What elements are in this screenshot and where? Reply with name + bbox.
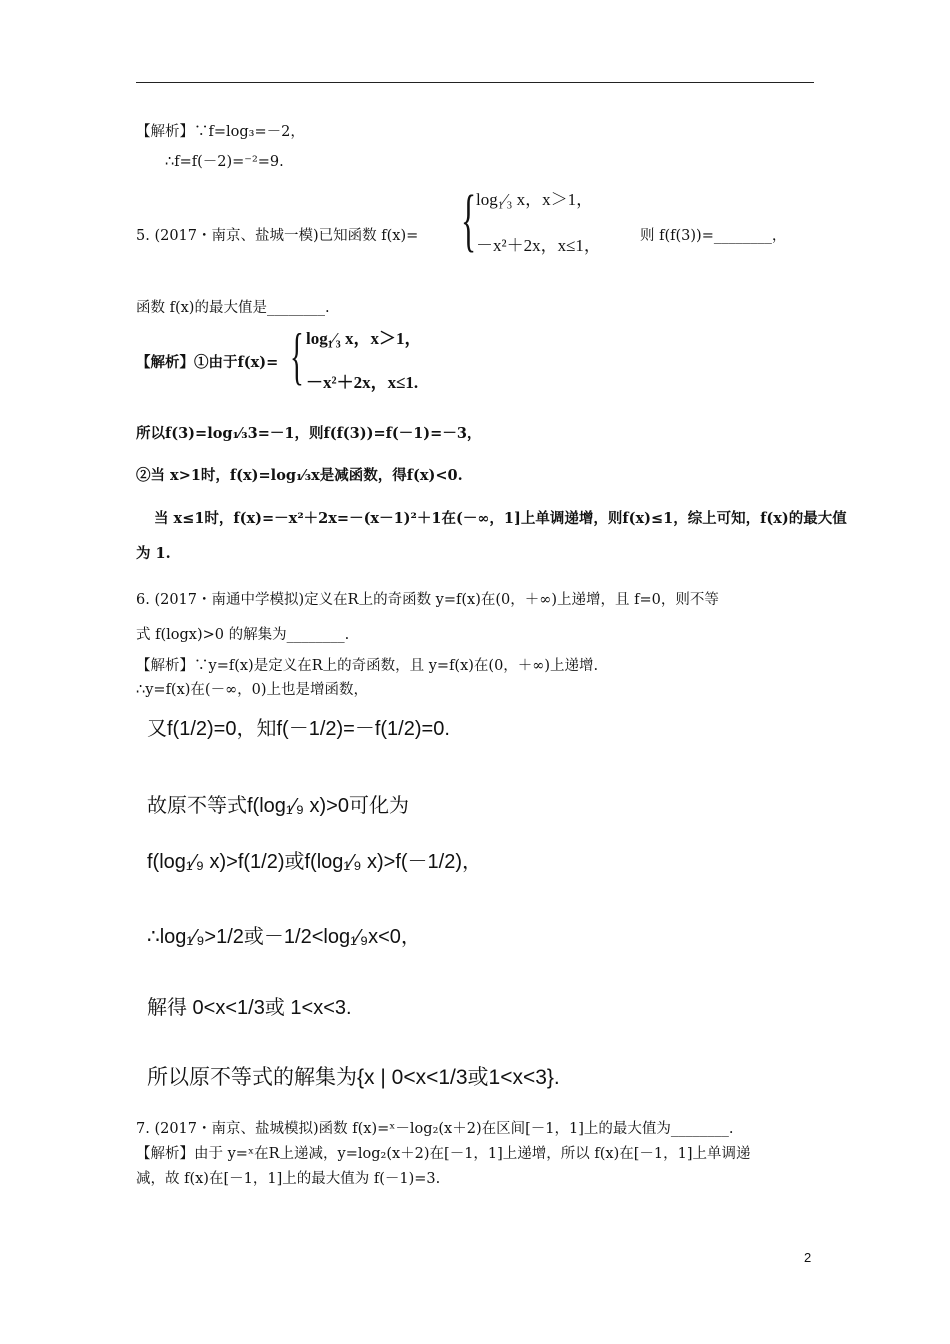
answer-line-image: 解得 0<x<1/3或 1<x<3.: [147, 997, 352, 1019]
answer-line-image: ∴log₁⁄₉>1/2或－1/2<log₁⁄₉x<0，: [147, 926, 421, 948]
answer-line: 【解析】∵f=log₃=－2，: [136, 124, 305, 140]
answer-line-image: 所以原不等式的解集为{x | 0<x<1/3或1<x<3}.: [147, 1066, 560, 1089]
answer-line: 减，故 f(x)在[－1，1]上的最大值为 f(－1)=3.: [136, 1171, 441, 1187]
question-5-stem: 5. (2017・南京、盐城一模)已知函数 f(x)=: [136, 228, 419, 244]
question-6-line: 式 f(logx)>0 的解集为________.: [136, 627, 350, 643]
answer-line: ②当 x>1时，f(x)=log₁⁄₃x是减函数，得f(x)<0.: [136, 467, 463, 484]
answer-line-image: 又f(1/2)=0，知f(－1/2)=－f(1/2)=0.: [147, 718, 450, 740]
answer-line: 【解析】由于 y=ˣ在R上递减，y=log₂(x＋2)在[－1，1]上递增，所以 f(x)在[－1，1]上单调递: [136, 1146, 751, 1162]
answer-line-image: 故原不等式f(log₁⁄₉ x)>0可化为: [147, 795, 409, 817]
answer-line: 当 x≤1时，f(x)=－x²＋2x=－(x－1)²＋1在(－∞，1]上单调递增，则f(x)≤1，综上可知，f(x)的最大值: [154, 510, 847, 527]
answer-line-image: f(log₁⁄₉ x)>f(1/2)或f(log₁⁄₉ x)>f(－1/2)，: [147, 851, 482, 873]
question-5-blank: 则 f(f(3))=________，: [640, 228, 787, 244]
piecewise-case: log₁⁄₃ x，x＞1，: [306, 329, 422, 348]
question-6-stem: 6. (2017・南通中学模拟)定义在R上的奇函数 y=f(x)在(0，＋∞)上递增，且 f=0，则不等: [136, 592, 719, 608]
answer-line: 所以f(3)=log₁⁄₃3=－1，则f(f(3))=f(－1)=－3，: [136, 425, 482, 442]
piecewise-case: log₁⁄₃ x，x＞1，: [476, 190, 594, 209]
answer-line: 为 1.: [136, 545, 171, 562]
left-brace-icon: {: [461, 182, 477, 259]
question-7-stem: 7. (2017・南京、盐城模拟)函数 f(x)=ˣ－log₂(x＋2)在区间[－1，1]上的最大值为________.: [136, 1121, 734, 1137]
piecewise-case: －x²＋2x，x≤1.: [306, 373, 419, 392]
page-number: 2: [804, 1250, 812, 1265]
question-5-line: 函数 f(x)的最大值是________.: [136, 300, 330, 316]
answer-line: ∴f=f(－2)=⁻²=9.: [165, 154, 284, 170]
answer-line: 【解析】∵y=f(x)是定义在R上的奇函数，且 y=f(x)在(0，＋∞)上递增.: [136, 658, 599, 674]
left-brace-icon: {: [290, 320, 304, 391]
header-rule: [136, 82, 814, 83]
answer-5-intro: 【解析】①由于f(x)=: [136, 354, 279, 371]
answer-line: ∴y=f(x)在(－∞，0)上也是增函数，: [136, 682, 369, 698]
piecewise-case: －x²＋2x，x≤1，: [476, 236, 601, 255]
